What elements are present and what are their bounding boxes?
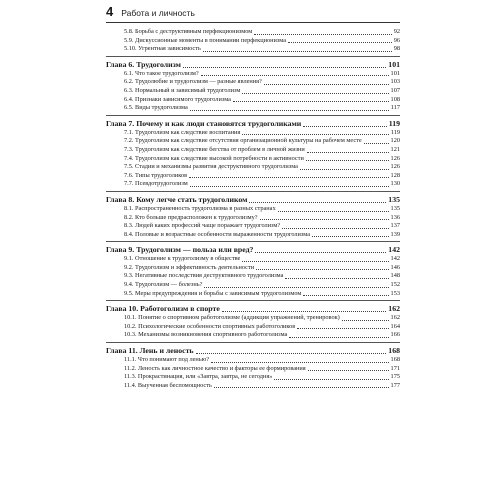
- toc-entry-title: 10.2. Психологические особенности спортивных работоголиков: [124, 322, 296, 330]
- toc-entry-page: 137: [390, 222, 400, 230]
- dot-leader: [196, 352, 387, 354]
- toc-entry-page: 164: [390, 322, 400, 330]
- toc-entry-title: 8.1. Распространенность трудоголизма в разных странах: [124, 204, 276, 212]
- toc-entry-title: 9.3. Негативные последствия деструктивного трудоголизма: [124, 272, 284, 280]
- toc-entry-title: 5.9. Дискуссионные моменты в понимании перфекционизма: [124, 36, 286, 44]
- toc-entry-title: 6.1. Что такое трудоголизм?: [124, 69, 199, 77]
- toc-entry: [106, 205, 400, 214]
- toc-entry-page: 126: [390, 163, 400, 171]
- toc-entry: [106, 222, 400, 231]
- toc-entry-page: 121: [390, 145, 400, 153]
- toc-entry: [106, 37, 400, 46]
- toc-entry-page: 153: [390, 289, 400, 297]
- toc-entry-title: 6.2. Трудолюбие и трудоголизм — разные явления?: [124, 78, 262, 86]
- toc-entry-page: 177: [390, 381, 400, 389]
- toc-entry-title: 7.2. Трудоголизм как следствие отсутствия организационной культуры на рабочем месте: [124, 137, 362, 145]
- toc-entry-title: Глава 8. Кому легче стать трудоголиком: [106, 194, 248, 204]
- toc-entry: [106, 87, 400, 96]
- toc-entry-page: 101: [388, 59, 400, 69]
- dot-leader: [312, 235, 389, 237]
- toc-entry-title: 8.2. Кто больше предрасположен к трудоголизму?: [124, 213, 258, 221]
- toc-entry: [106, 45, 400, 54]
- toc-entry: [106, 146, 400, 155]
- toc-entry-page: 103: [390, 78, 400, 86]
- dot-leader: [256, 268, 388, 270]
- dot-leader: [211, 361, 388, 363]
- toc-entry-page: 136: [390, 213, 400, 221]
- toc-entry: [106, 104, 400, 113]
- dot-leader: [201, 74, 389, 76]
- toc-entry-page: 119: [390, 128, 400, 136]
- toc-chapter-block: [106, 26, 400, 54]
- toc-entry-page: 162: [390, 314, 400, 322]
- dot-leader: [260, 218, 389, 220]
- toc-entry: [106, 382, 400, 391]
- dot-leader: [255, 251, 386, 253]
- toc-entry: [106, 323, 400, 332]
- dot-leader: [242, 260, 388, 262]
- toc-chapter-heading: [106, 59, 400, 70]
- dot-leader: [222, 310, 386, 312]
- toc-entry-page: 128: [390, 171, 400, 179]
- toc-entry-title: 11.3. Прокрастинация, или «Завтра, завтра, не сегодня»: [124, 373, 273, 381]
- toc-entry-title: 5.10. Угрентная зависимость: [124, 45, 201, 53]
- toc-entry-page: 117: [390, 104, 400, 112]
- toc-entry: [106, 155, 400, 164]
- toc-entry-page: 166: [390, 331, 400, 339]
- dot-leader: [288, 41, 392, 43]
- toc-entry-page: 139: [390, 230, 400, 238]
- toc-entry-page: 168: [388, 346, 400, 356]
- toc-entry-title: 7.6. Типы трудоголиков: [124, 171, 188, 179]
- toc-entry: [106, 281, 400, 290]
- toc-entry: [106, 356, 400, 365]
- dot-leader: [264, 83, 389, 85]
- toc-entry: [106, 28, 400, 37]
- toc-entry: [106, 163, 400, 172]
- dot-leader: [274, 378, 388, 380]
- toc-entry: [106, 290, 400, 299]
- dot-leader: [364, 142, 389, 144]
- dot-leader: [214, 386, 389, 388]
- toc-entry-page: 175: [390, 373, 400, 381]
- toc-entry-title: Глава 11. Лень и леность: [106, 346, 194, 356]
- dot-leader: [203, 50, 392, 52]
- toc-entry-title: 9.5. Меры предупреждения и борьбы с зависимым трудоголизмом: [124, 289, 302, 297]
- dot-leader: [249, 201, 386, 203]
- toc-entry: [106, 231, 400, 240]
- page-number: 4: [106, 4, 114, 19]
- toc-chapter-heading: [106, 118, 400, 129]
- dot-leader: [190, 109, 389, 111]
- toc-entry: [106, 70, 400, 79]
- toc-entry-page: 92: [393, 28, 400, 35]
- table-of-contents: [106, 26, 400, 390]
- toc-entry-page: 168: [390, 356, 400, 364]
- toc-entry-title: 5.8. Борьба с деструктивным перфекционизмом: [124, 28, 253, 35]
- toc-entry-page: 152: [390, 281, 400, 289]
- toc-entry-page: 101: [390, 69, 400, 77]
- dot-leader: [289, 336, 388, 338]
- toc-entry-title: 8.3. Людей каких профессий чаще поражает трудоголизм?: [124, 222, 281, 230]
- toc-entry-page: 171: [390, 364, 400, 372]
- toc-entry: [106, 255, 400, 264]
- toc-entry-page: 96: [393, 36, 400, 44]
- toc-entry-title: 10.3. Механизмы возникновения спортивного работоголизма: [124, 331, 288, 339]
- toc-entry-page: 142: [390, 255, 400, 263]
- toc-entry-title: Глава 10. Работоголизм в спорте: [106, 304, 220, 314]
- toc-entry-page: 120: [390, 137, 400, 145]
- dot-leader: [300, 168, 389, 170]
- dot-leader: [242, 92, 388, 94]
- toc-entry-title: 6.3. Нормальный и зависимый трудоголизм: [124, 86, 241, 94]
- toc-entry-page: 135: [390, 204, 400, 212]
- toc-chapter-block: [106, 56, 400, 113]
- toc-entry-page: 108: [390, 95, 400, 103]
- toc-entry-title: 9.4. Трудоголизм — болезнь?: [124, 281, 203, 289]
- toc-entry: [106, 172, 400, 181]
- toc-chapter-heading: [106, 345, 400, 356]
- toc-chapter-block: [106, 241, 400, 298]
- dot-leader: [297, 327, 388, 329]
- dot-leader: [342, 319, 389, 321]
- toc-entry-title: 6.5. Виды трудоголизма: [124, 104, 188, 112]
- dot-leader: [254, 33, 391, 35]
- toc-chapter-block: [106, 115, 400, 189]
- toc-chapter-heading: [106, 244, 400, 255]
- toc-entry-title: 7.5. Стадии и механизмы развития деструктивного трудоголизма: [124, 163, 298, 171]
- toc-entry-page: 126: [390, 154, 400, 162]
- dot-leader: [204, 286, 388, 288]
- dot-leader: [307, 151, 389, 153]
- toc-entry-title: 7.3. Трудоголизм как следствие бегства от проблем в личной жизни: [124, 145, 305, 153]
- toc-entry-title: 10.1. Понятие о спортивном работоголизме (аддикция упражнений, тренировок): [124, 314, 340, 322]
- toc-entry-page: 107: [390, 86, 400, 94]
- toc-entry-title: Глава 7. Почему и как люди становятся трудоголиками: [106, 118, 302, 128]
- dot-leader: [306, 159, 389, 161]
- toc-entry-title: 7.7. Псевдотрудоголизм: [124, 180, 188, 188]
- header-rule: [106, 22, 400, 23]
- toc-entry: [106, 180, 400, 189]
- toc-entry-page: 162: [388, 304, 400, 314]
- running-title: Работа и личность: [121, 8, 195, 18]
- toc-entry-title: 9.1. Отношение к трудоголизму в обществе: [124, 255, 241, 263]
- dot-leader: [190, 185, 389, 187]
- toc-chapter-block: [106, 342, 400, 390]
- toc-entry-title: Глава 6. Трудоголизм: [106, 59, 181, 69]
- toc-entry: [106, 78, 400, 87]
- toc-entry: [106, 137, 400, 146]
- toc-entry-title: 7.1. Трудоголизм как следствие воспитания: [124, 128, 241, 136]
- toc-entry: [106, 272, 400, 281]
- toc-entry: [106, 314, 400, 323]
- dot-leader: [303, 294, 388, 296]
- toc-entry-page: 130: [390, 180, 400, 188]
- toc-entry-page: 148: [390, 272, 400, 280]
- page-header: [106, 4, 400, 19]
- toc-chapter-block: [106, 300, 400, 340]
- toc-entry: [106, 264, 400, 273]
- dot-leader: [282, 227, 388, 229]
- dot-leader: [285, 277, 388, 279]
- toc-entry: [106, 365, 400, 374]
- toc-entry-page: 146: [390, 263, 400, 271]
- dot-leader: [308, 369, 389, 371]
- toc-entry-page: 135: [388, 194, 400, 204]
- toc-entry: [106, 96, 400, 105]
- dot-leader: [233, 100, 389, 102]
- toc-entry: [106, 214, 400, 223]
- toc-entry-title: 7.4. Трудоголизм как следствие высокой потребности в активности: [124, 154, 304, 162]
- dot-leader: [303, 125, 386, 127]
- dot-leader: [242, 133, 388, 135]
- toc-entry-page: 119: [388, 118, 400, 128]
- dot-leader: [189, 176, 388, 178]
- dot-leader: [183, 66, 386, 68]
- toc-entry-title: Глава 9. Трудоголизм — польза или вред?: [106, 245, 254, 255]
- toc-entry-title: 11.4. Выученная беспомощность: [124, 381, 212, 389]
- toc-entry-title: 6.4. Признаки зависимого трудоголизма: [124, 95, 231, 103]
- toc-chapter-heading: [106, 303, 400, 314]
- toc-entry: [106, 129, 400, 138]
- toc-entry-page: 142: [388, 245, 400, 255]
- toc-entry-title: 9.2. Трудоголизм и эффективность деятельности: [124, 263, 255, 271]
- toc-chapter-heading: [106, 194, 400, 205]
- toc-entry: [106, 331, 400, 340]
- toc-chapter-block: [106, 191, 400, 239]
- dot-leader: [278, 210, 389, 212]
- toc-entry-title: 8.4. Половые и возрастные особенности выраженности трудоголизма: [124, 230, 311, 238]
- toc-entry-title: 11.2. Леность как личностное качество и факторы ее формирования: [124, 364, 306, 372]
- toc-entry-title: 11.1. Что понимают под ленью?: [124, 356, 210, 364]
- toc-entry: [106, 373, 400, 382]
- toc-entry-page: 98: [393, 45, 400, 53]
